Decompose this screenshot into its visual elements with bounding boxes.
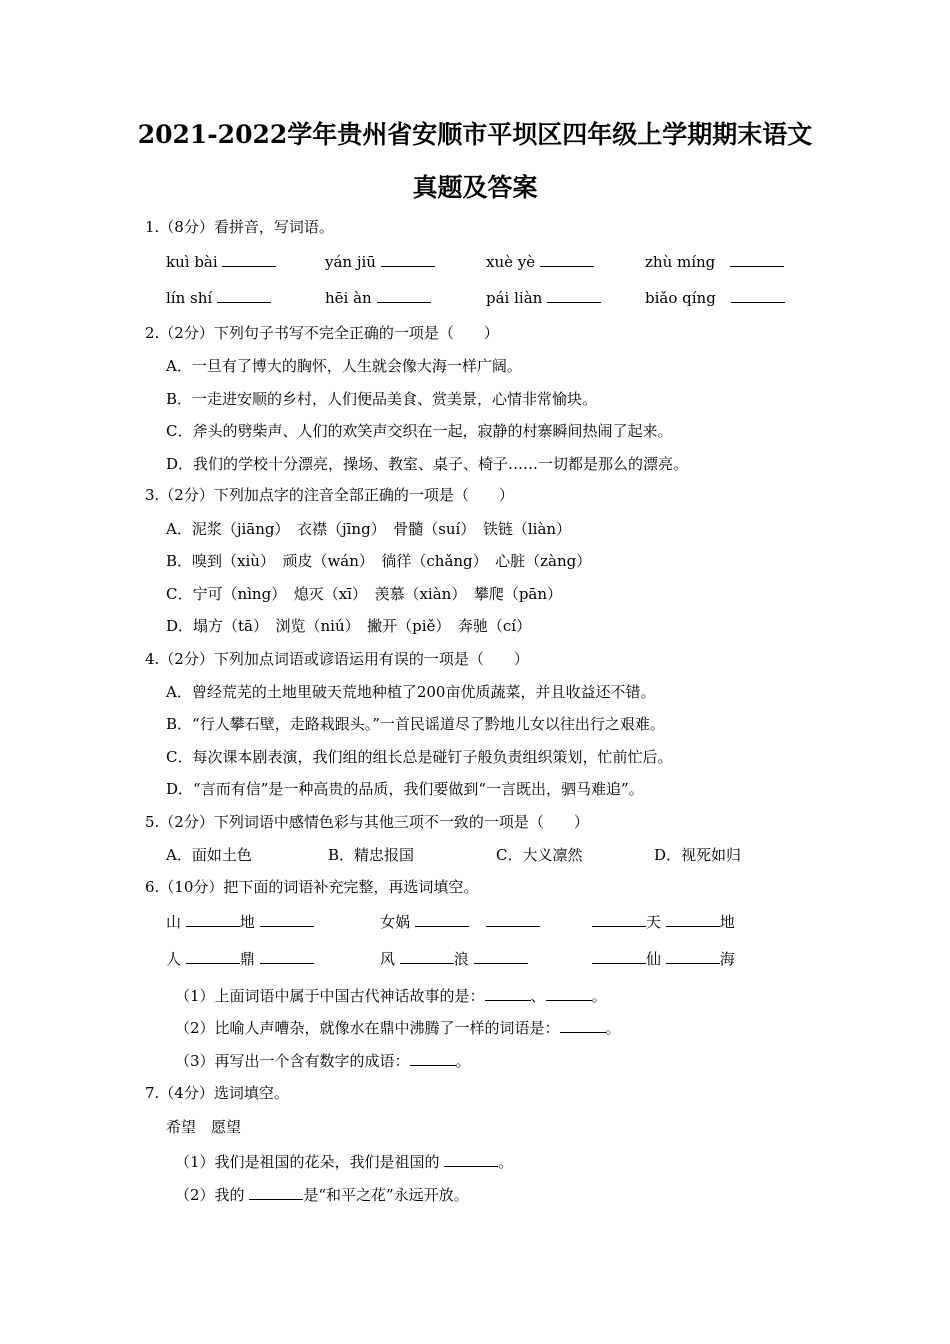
answer-blank [547, 288, 601, 303]
option-b: B．精忠报国 [328, 846, 415, 864]
answer-blank [260, 912, 314, 927]
option-a: A．面如土色 [166, 846, 252, 864]
answer-blank [540, 252, 594, 267]
question-7-stem: 7.（4分）选词填空。 [145, 1084, 289, 1102]
answer-blank [381, 252, 435, 267]
idiom-fill: 人 鼎 [166, 949, 314, 969]
sub-question-3: （3）再写出一个含有数字的成语： 。 [175, 1052, 471, 1070]
pinyin-item: pái liàn [486, 288, 601, 308]
sub-question-1: （1）上面词语中属于中国古代神话故事的是： 、 。 [175, 987, 607, 1005]
option-d: D．我们的学校十分漂亮，操场、教室、桌子、椅子……一切都是那么的漂亮。 [166, 455, 689, 473]
answer-blank [546, 986, 592, 1001]
pinyin-item: yán jiū [325, 252, 435, 272]
answer-blank [731, 288, 785, 303]
page-title-line2: 真题及答案 [412, 173, 538, 202]
answer-blank [217, 288, 271, 303]
sub-question-2: （2）我的 是“和平之花”永远开放。 [175, 1186, 469, 1204]
idiom-fill: 仙 海 [592, 949, 735, 969]
answer-blank [666, 912, 720, 927]
question-4-stem: 4.（2分）下列加点词语或谚语运用有误的一项是（ ） [145, 650, 529, 668]
word-choices: 希望 愿望 [166, 1118, 242, 1136]
question-5-stem: 5.（2分）下列词语中感情色彩与其他三项不一致的一项是（ ） [145, 813, 589, 831]
option-a: A．泥浆（jiāng） 衣襟（jīng） 骨髓（suí） 铁链（liàn） [166, 520, 572, 538]
option-a: A．一旦有了博大的胸怀，人生就会像大海一样广阔。 [166, 357, 522, 375]
question-2-stem: 2.（2分）下列句子书写不完全正确的一项是（ ） [145, 324, 499, 342]
answer-blank [186, 949, 240, 964]
answer-blank [666, 949, 720, 964]
idiom-fill: 山 地 [166, 912, 314, 932]
question-6-stem: 6.（10分）把下面的词语补充完整，再选词填空。 [145, 878, 479, 896]
sub-question-2: （2）比喻人声嘈杂，就像水在鼎中沸腾了一样的词语是： 。 [175, 1019, 621, 1037]
idiom-fill: 女娲 [380, 912, 540, 932]
option-a: A．曾经荒芜的土地里破天荒地种植了200亩优质蔬菜，并且收益还不错。 [166, 683, 656, 701]
sub-question-1: （1）我们是祖国的花朵，我们是祖国的 。 [175, 1153, 514, 1171]
option-c: C．斧头的劈柴声、人们的欢笑声交织在一起，寂静的村寨瞬间热闹了起来。 [166, 422, 673, 440]
pinyin-item: hēi àn [325, 288, 431, 308]
answer-blank [377, 288, 431, 303]
option-c: C．大义凛然 [496, 846, 583, 864]
page-title-line1: 2021-2022学年贵州省安顺市平坝区四年级上学期期末语文 [137, 120, 813, 149]
option-d: D．视死如归 [654, 846, 742, 864]
idiom-fill: 风 浪 [380, 949, 528, 969]
option-b: B．“行人攀石壁，走路栽跟头。”一首民谣道尽了黔地儿女以往出行之艰难。 [166, 715, 665, 733]
answer-blank [592, 912, 646, 927]
idiom-fill: 天 地 [592, 912, 735, 932]
answer-blank [474, 949, 528, 964]
pinyin-item: biǎo qíng [645, 288, 785, 308]
answer-blank [249, 1185, 303, 1200]
answer-blank [592, 949, 646, 964]
option-d: D．塌方（tā） 浏览（niú） 撇开（piě） 奔驰（cí） [166, 617, 532, 635]
answer-blank [415, 912, 469, 927]
pinyin-item: zhù míng [645, 252, 784, 272]
answer-blank [222, 252, 276, 267]
answer-blank [444, 1152, 498, 1167]
option-c: C．每次课本剧表演，我们组的组长总是碰钉子般负责组织策划，忙前忙后。 [166, 748, 673, 766]
option-c: C．宁可（nìng） 熄灭（xī） 羡慕（xiàn） 攀爬（pān） [166, 585, 563, 603]
answer-blank [486, 912, 540, 927]
pinyin-item: kuì bài [166, 252, 276, 272]
answer-blank [560, 1018, 606, 1033]
question-1-stem: 1.（8分）看拼音，写词语。 [145, 218, 334, 236]
pinyin-item: lín shí [166, 288, 271, 308]
answer-blank [400, 949, 454, 964]
question-3-stem: 3.（2分）下列加点字的注音全部正确的一项是（ ） [145, 486, 514, 504]
answer-blank [260, 949, 314, 964]
answer-blank [485, 986, 531, 1001]
option-b: B．一走进安顺的乡村，人们便品美食、赏美景，心情非常愉块。 [166, 390, 598, 408]
pinyin-item: xuè yè [486, 252, 594, 272]
answer-blank [730, 252, 784, 267]
option-d: D．“言而有信”是一种高贵的品质，我们要做到“一言既出，驷马难追”。 [166, 780, 644, 798]
option-b: B．嗅到（xiù） 顽皮（wán） 徜徉（chǎng） 心脏（zàng） [166, 552, 592, 570]
answer-blank [410, 1051, 456, 1066]
answer-blank [186, 912, 240, 927]
